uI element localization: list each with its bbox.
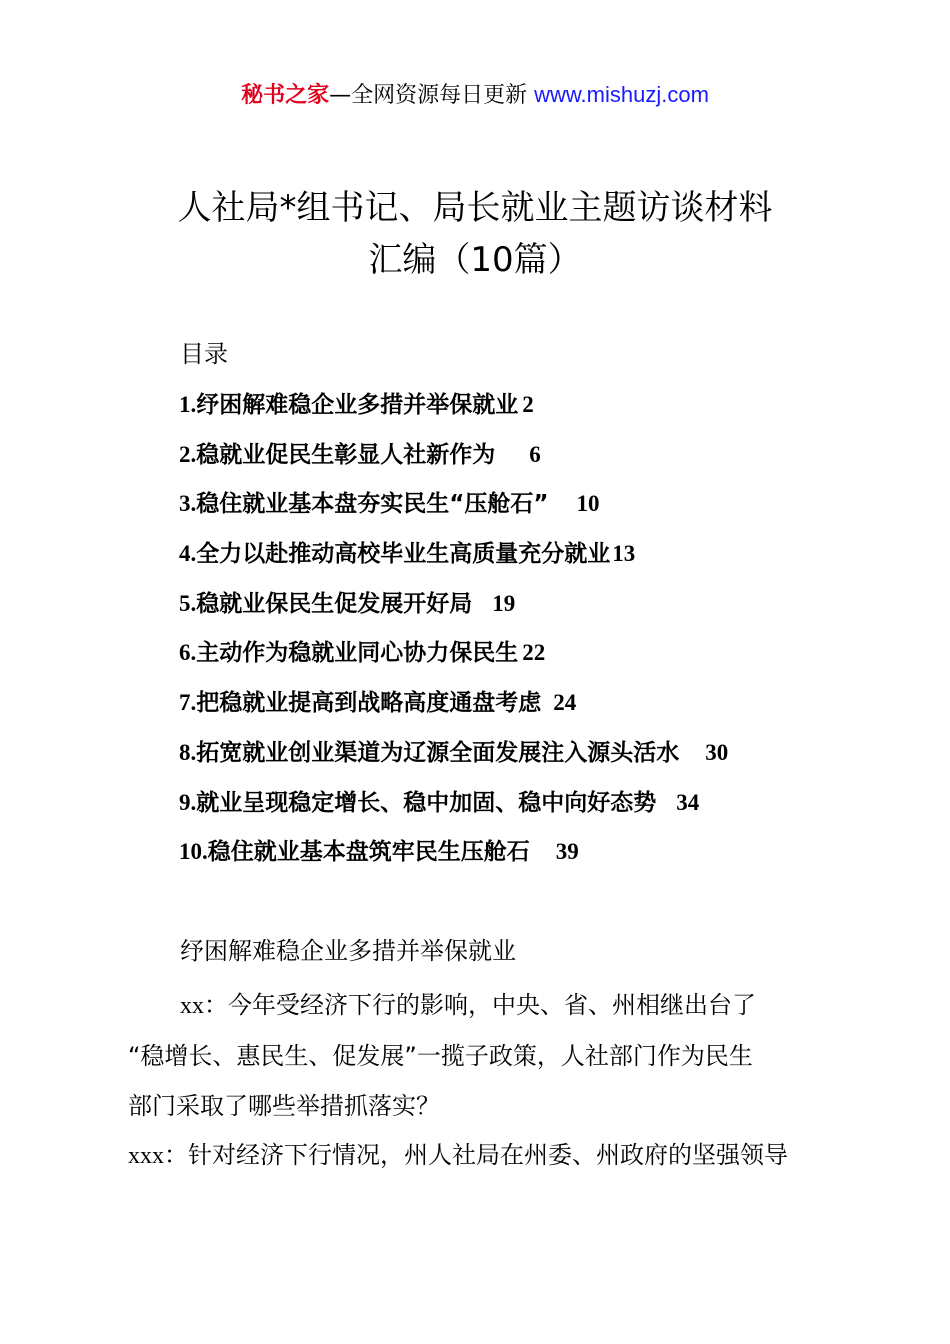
toc-item-page: 13 (612, 541, 636, 567)
question-speaker: xx (180, 993, 204, 1019)
interview-answer (128, 1130, 833, 1181)
toc-item-title: 纾困解难稳企业多措并举保就业 (196, 392, 519, 418)
document-title-line-1: 人社局*组书记、局长就业主题访谈材料 (177, 188, 773, 228)
toc-item-page: 24 (553, 690, 577, 716)
brand-name: 秘书之家 (241, 83, 330, 108)
toc-item-number: 10. (179, 839, 208, 865)
interview-question (128, 980, 833, 1131)
toc-item-number: 2. (179, 441, 197, 467)
toc-item-number: 9. (179, 789, 197, 815)
toc-heading: 目录 (180, 340, 228, 368)
toc-item-page: 19 (492, 590, 516, 616)
question-text-1: ：今年受经济下行的影响，中央、省、州相继出台了 (204, 991, 756, 1019)
toc-item[interactable] (179, 685, 728, 735)
toc-item-title: 稳就业保民生促发展开好局 (196, 590, 473, 617)
question-line-1 (128, 980, 833, 1031)
toc-item-page: 34 (676, 789, 700, 815)
document-title (0, 182, 950, 286)
answer-speaker: xxx (128, 1143, 164, 1169)
toc-item[interactable] (179, 486, 728, 536)
toc-item-page: 6 (529, 441, 541, 467)
toc-item[interactable] (179, 586, 728, 636)
toc-item-page: 22 (522, 640, 546, 666)
toc-item[interactable] (179, 437, 728, 487)
toc-item-page: 2 (522, 392, 534, 417)
toc-item[interactable] (179, 735, 728, 785)
question-line-3: 部门采取了哪些举措抓落实？ (128, 1092, 440, 1120)
answer-text-1: ：针对经济下行情况，州人社局在州委、州政府的坚强领导 (164, 1141, 788, 1169)
toc-item-title: 把稳就业提高到战略高度通盘考虑 (196, 690, 542, 717)
toc-item-number: 1. (179, 392, 197, 417)
toc-item-title: 全力以赴推动高校毕业生高质量充分就业 (196, 541, 611, 568)
toc-item-number: 4. (179, 541, 197, 567)
site-url-link[interactable]: www.mishuzj.com (534, 82, 709, 107)
toc-item-number: 6. (179, 640, 197, 666)
toc-item-title: 主动作为稳就业同心协力保民生 (196, 640, 519, 667)
toc-item[interactable] (179, 785, 728, 835)
toc-item-number: 8. (179, 739, 197, 765)
toc-item-page: 30 (705, 739, 729, 765)
toc-item-page: 10 (576, 491, 600, 517)
answer-line-1 (128, 1130, 833, 1181)
document-title-line-2: 汇编（10篇） (368, 240, 582, 280)
toc-item[interactable] (179, 834, 728, 884)
question-line-2: “稳增长、惠民生、促发展”一揽子政策，人社部门作为民生 (128, 1042, 753, 1070)
toc-item-title: 稳住就业基本盘夯实民生“压舱石” (196, 491, 549, 518)
toc-item[interactable] (179, 536, 728, 586)
site-banner (0, 80, 950, 111)
banner-tagline: —全网资源每日更新 (329, 83, 528, 108)
toc-item-page: 39 (555, 839, 579, 865)
toc-item-number: 5. (179, 590, 197, 616)
toc-item-title: 拓宽就业创业渠道为辽源全面发展注入源头活水 (196, 739, 680, 766)
toc-item-number: 3. (179, 491, 197, 517)
section-heading: 纾困解难稳企业多措并举保就业 (180, 937, 516, 965)
toc-item-title: 稳住就业基本盘筑牢民生压舱石 (207, 839, 530, 866)
table-of-contents (179, 387, 728, 884)
toc-item[interactable] (179, 387, 728, 437)
toc-item-title: 就业呈现稳定增长、稳中加固、稳中向好态势 (196, 789, 657, 816)
toc-item[interactable] (179, 635, 728, 685)
toc-item-number: 7. (179, 690, 197, 716)
toc-item-title: 稳就业促民生彰显人社新作为 (196, 441, 496, 468)
